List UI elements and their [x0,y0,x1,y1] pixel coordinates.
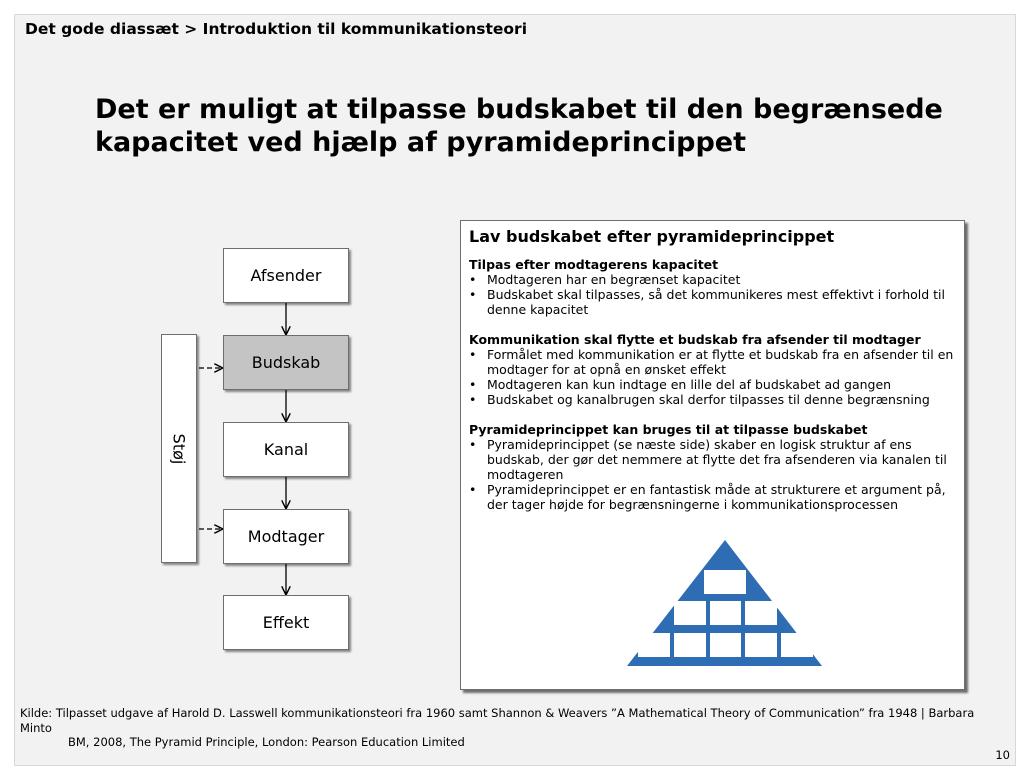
bullet-item: • Modtageren kan kun indtage en lille del af budskabet ad gangen [469,377,956,392]
noise-label: Støj [169,433,189,464]
bullet-item: • Budskabet skal tilpasses, så det kommunikeres mest effektivt i forhold til denne kapacitet [469,287,956,317]
section-heading-pyramid: Pyramideprincippet kan bruges til at tilpasse budskabet [469,422,868,437]
pyramid-principle-panel [460,220,965,690]
section-heading-capacity: Tilpas efter modtagerens kapacitet [469,257,719,272]
breadcrumb: Det gode diassæt > Introduktion til kommunikationsteori [25,20,528,38]
section-heading-communication: Kommunikation skal flytte et budskab fra afsender til modtager [469,332,921,347]
bullet-list-communication [469,347,956,407]
flow-box-budskab: Budskab [223,335,349,390]
bullet-item: • Budskabet og kanalbrugen skal derfor tilpasses til denne begrænsning [469,392,956,407]
bullet-item: • Pyramideprincippet (se næste side) skaber en logisk struktur af ens budskab, der gør det nemmere at flytte det fra afsenderen via kanalen til modtageren [469,437,956,482]
slide [14,14,1016,766]
bullet-item: • Formålet med kommunikation er at flytte et budskab fra en afsender til en modtager for at opnå en ønsket effekt [469,347,956,377]
pyramid-icon [626,539,824,667]
source-note [20,706,1000,750]
source-line-1: Kilde: Tilpasset udgave af Harold D. Lasswell kommunikationsteori fra 1960 samt Shannon & Weavers ”A Mathematical Theory of Communication” fra 1948 | Barbara Minto [20,706,975,735]
flow-box-effekt: Effekt [223,595,349,650]
flow-box-kanal: Kanal [223,422,349,477]
bullet-list-capacity [469,272,956,317]
source-line-2: BM, 2008, The Pyramid Principle, London: Pearson Education Limited [68,735,465,749]
flow-box-afsender: Afsender [223,248,349,303]
page-number: 10 [995,748,1010,762]
slide-title: Det er muligt at tilpasse budskabet til den begrænsede kapacitet ved hjælp af pyramideprincippet [95,94,943,158]
panel-title: Lav budskabet efter pyramideprincippet [469,227,835,246]
bullet-item: • Pyramideprincippet er en fantastisk måde at strukturere et argument på, der tager højde for begrænsningerne i kommunikationsprocessen [469,482,956,512]
bullet-list-pyramid [469,437,956,512]
bullet-item: • Modtageren har en begrænset kapacitet [469,272,956,287]
flow-box-modtager: Modtager [223,509,349,564]
